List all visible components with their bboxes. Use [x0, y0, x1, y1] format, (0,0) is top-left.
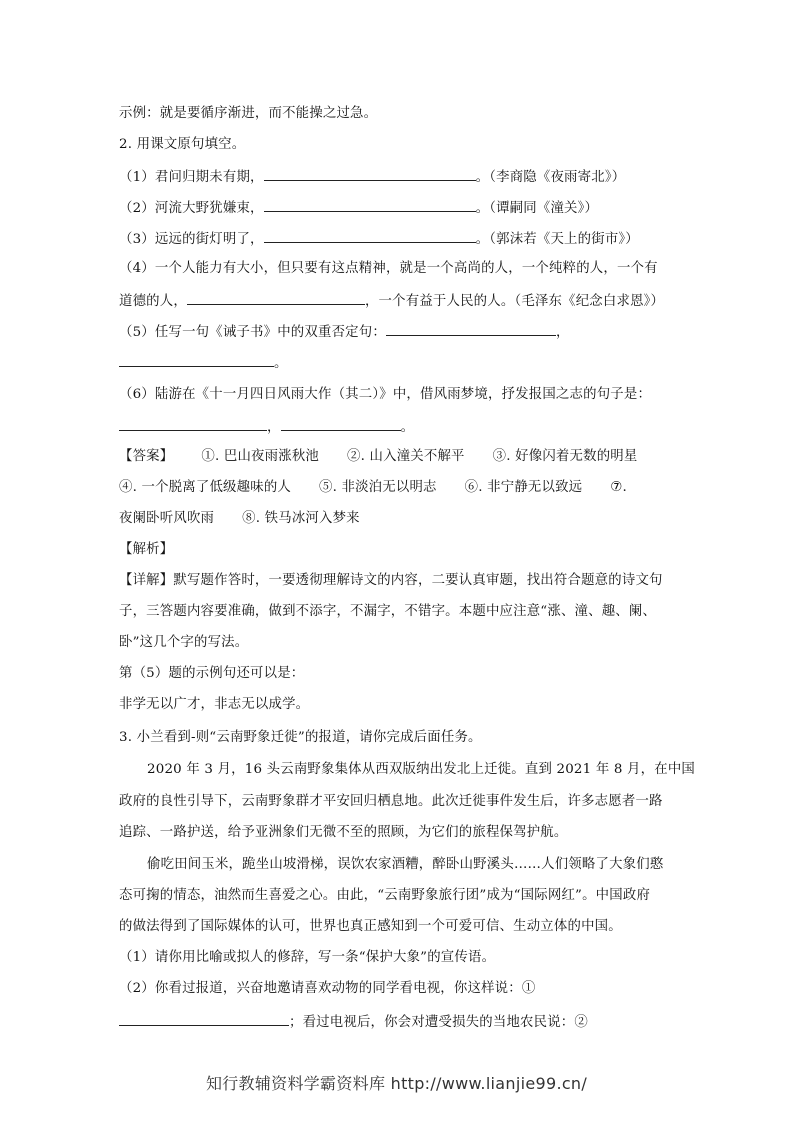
answer-6: ⑥. 非宁静无以致远	[464, 480, 583, 495]
q3-task-2-line-2	[119, 1011, 679, 1033]
question-2-title: 2. 用课文原句填空。	[119, 137, 246, 152]
q2-item-3	[119, 228, 679, 250]
analysis-line-1: 【详解】默写题作答时，一要透彻理解诗文的内容，二要认真审题，找出符合题意的诗文句	[119, 573, 663, 588]
answer-blank	[386, 321, 556, 336]
answer-line-1	[119, 447, 679, 467]
answer-1: ①. 巴山夜雨涨秋池	[201, 449, 320, 464]
q2-item-4-line-2	[119, 290, 679, 312]
q3-task-2-continuation: ；看过电视后，你会对遭受损失的当地农民说：②	[289, 1015, 588, 1030]
answer-line-2	[119, 478, 679, 498]
q3-para-1-line-2: 政府的良性引导下，云南野象群才平安回归栖息地。此次迁徙事件发生后，许多志愿者一路	[119, 794, 663, 809]
answer-blank	[119, 1011, 289, 1026]
analysis-line-4: 第（5）题的示例句还可以是：	[119, 666, 305, 681]
q2-item-2-prompt: （2）河流大野犹嫌束，	[119, 201, 264, 216]
answer-label: 【答案】	[119, 449, 174, 464]
answer-8: ⑧. 铁马冰河入梦来	[242, 511, 360, 526]
answer-5: ⑤. 非淡泊无以明志	[319, 480, 437, 495]
example-line: 示例：就是要循序渐进，而不能操之过急。	[119, 106, 378, 121]
answer-blank	[119, 352, 274, 367]
q2-item-2	[119, 197, 679, 219]
analysis-line-3: 卧”这几个字的写法。	[119, 635, 249, 650]
q2-item-2-source: 。（谭嗣同《潼关》）	[475, 201, 599, 216]
analysis-line-2: 子，三答题内容要准确，做到不添字，不漏字，不错字。本题中应注意“涨、潼、趣、阑、	[119, 604, 657, 619]
q3-para-2-line-1: 偷吃田间玉米，跪坐山坡滑梯，误饮农家酒糟，醉卧山野溪头……人们领略了大象们憨	[147, 857, 664, 872]
q2-item-3-prompt: （3）远远的街灯明了，	[119, 232, 264, 247]
q3-para-1-line-1: 2020 年 3 月，16 头云南野象集体从西双版纳出发北上迁徙。直到 2021 年 8 月，在中国	[147, 762, 696, 777]
q2-item-5-period: 。	[274, 356, 288, 371]
q3-para-2-line-2: 态可掬的情态，油然而生喜爱之心。由此，“云南野象旅行团”成为“国际网红”。中国政府	[119, 888, 651, 903]
q2-item-5-comma: ，	[555, 325, 570, 340]
answer-2: ②. 山入潼关不解平	[347, 449, 465, 464]
answer-line-3	[119, 509, 679, 529]
q2-item-4-source: ，一个有益于人民的人。（毛泽东《纪念白求恩》）	[364, 294, 665, 309]
q3-para-1-line-3: 追踪、一路护送，给予亚洲象们无微不至的照顾，为它们的旅程保驾护航。	[119, 825, 568, 840]
answer-blank	[119, 416, 267, 431]
answer-4: ④. 一个脱离了低级趣味的人	[119, 480, 291, 495]
q2-item-6-period: 。	[400, 420, 415, 435]
q2-item-6-line-2	[119, 416, 679, 438]
q2-item-3-source: 。（郭沫若《天上的街市》）	[475, 232, 639, 247]
answer-blank	[264, 228, 476, 243]
q2-item-5-line-2	[119, 352, 679, 374]
q2-item-6-line-1: （6）陆游在《十一月四日风雨大作（其二）》中，借风雨梦境，抒发报国之志的句子是：	[119, 387, 652, 402]
q2-item-5-prompt: （5）任写一句《诫子书》中的双重否定句：	[119, 325, 386, 340]
q2-item-1-source: 。（李商隐《夜雨寄北》）	[475, 170, 626, 185]
answer-7: 夜阑卧听风吹雨	[119, 511, 215, 526]
q2-item-1-prompt: （1）君问归期未有期，	[119, 170, 264, 185]
footer-watermark: 知行教辅资料学霸资料库 http://www.lianjie99.cn/	[205, 1074, 588, 1093]
answer-blank	[264, 166, 476, 181]
q3-task-2-line-1: （2）你看过报道，兴奋地邀请喜欢动物的同学看电视，你这样说：①	[119, 981, 536, 996]
answer-7-marker: ⑦.	[610, 480, 627, 495]
answer-3: ③. 好像闪着无数的明星	[492, 449, 638, 464]
answer-blank	[187, 290, 365, 305]
analysis-line-5: 非学无以广才，非志无以成学。	[119, 697, 310, 712]
q2-item-5-line-1	[119, 321, 679, 343]
analysis-label: 【解析】	[119, 542, 174, 557]
answer-blank	[281, 416, 401, 431]
answer-blank	[264, 197, 476, 212]
q2-item-6-comma: ，	[267, 420, 281, 435]
q2-item-4-prefix: 道德的人，	[119, 294, 187, 309]
q3-para-2-line-3: 的做法得到了国际媒体的认可，世界也真正感知到一个可爱可信、生动立体的中国。	[119, 919, 622, 934]
q2-item-4-line-1: （4）一个人能力有大小，但只要有这点精神，就是一个高尚的人，一个纯粹的人，一个有	[119, 261, 658, 276]
q3-task-1: （1）请你用比喻或拟人的修辞，写一条“保护大象”的宣传语。	[119, 950, 496, 965]
question-3-title: 3. 小兰看到-则“云南野象迁徙”的报道，请你完成后面任务。	[119, 730, 482, 745]
q2-item-1	[119, 166, 679, 188]
